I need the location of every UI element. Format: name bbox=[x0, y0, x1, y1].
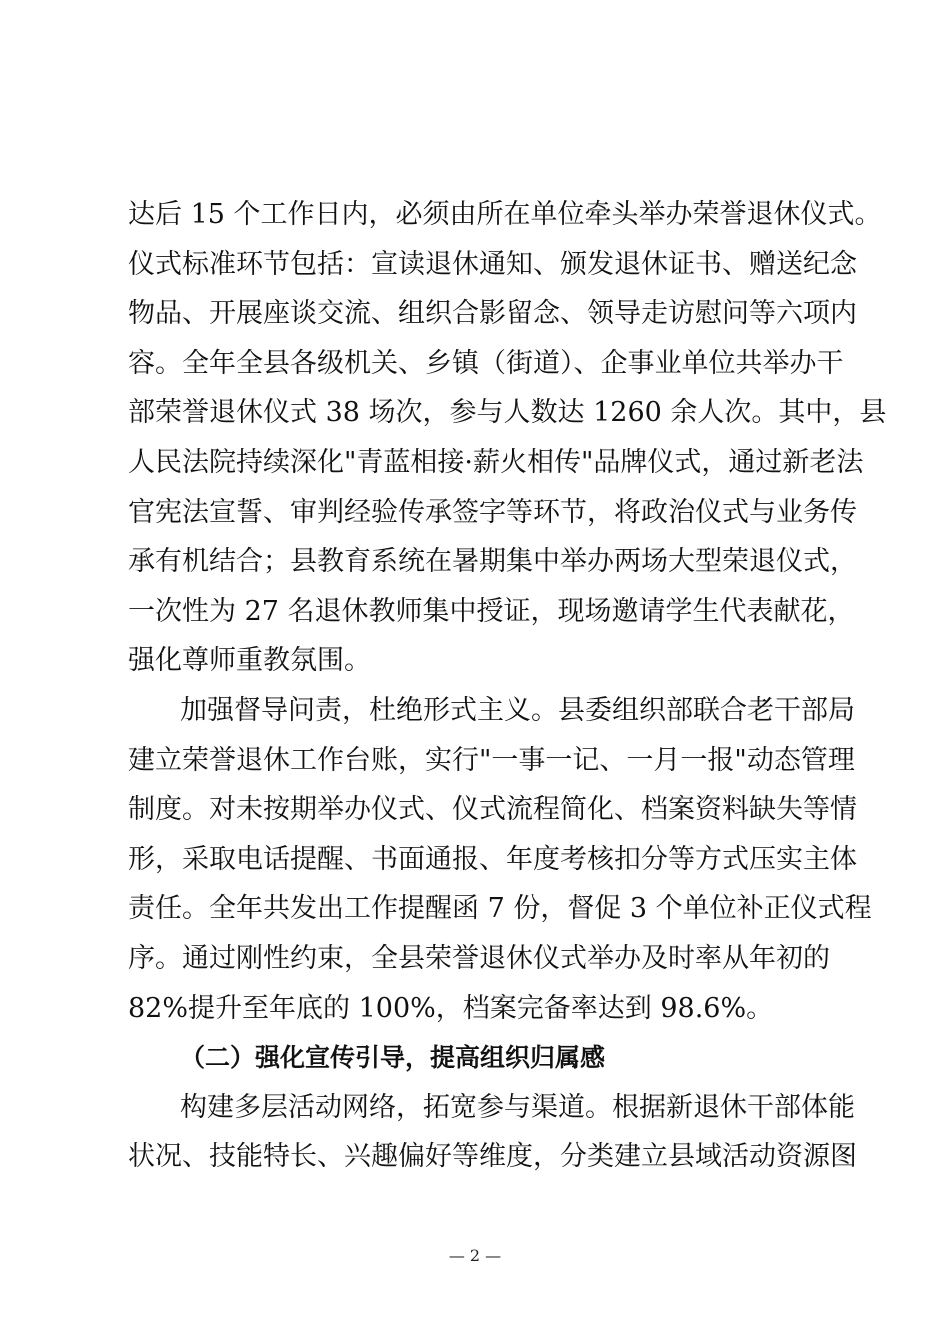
paragraph-line: 官宪法宣誓、审判经验传承签字等环节，将政治仪式与业务传 bbox=[128, 496, 857, 528]
paragraph-line: 制度。对未按期举办仪式、仪式流程简化、档案资料缺失等情 bbox=[128, 794, 857, 826]
paragraph-line: 达后 15 个工作日内，必须由所在单位牵头举办荣誉退休仪式。 bbox=[128, 199, 882, 230]
paragraph-line: 责任。全年共发出工作提醒函 7 份，督促 3 个单位补正仪式程 bbox=[128, 893, 872, 925]
body-text bbox=[128, 190, 887, 1182]
paragraph-line: 构建多层活动网络，拓宽参与渠道。根据新退休干部体能 bbox=[180, 1091, 855, 1123]
paragraph-line: 容。全年全县各级机关、乡镇（街道）、企事业单位共举办干 bbox=[128, 347, 844, 379]
paragraph-line: 状况、技能特长、兴趣偏好等维度，分类建立县域活动资源图 bbox=[128, 1141, 857, 1173]
paragraph-line: 强化尊师重教氛围。 bbox=[128, 645, 371, 677]
paragraph-line: 建立荣誉退休工作台账，实行"一事一记、一月一报"动态管理 bbox=[128, 744, 855, 776]
paragraph-line: 仪式标准环节包括：宣读退休通知、颁发退休证书、赠送纪念 bbox=[128, 248, 857, 280]
paragraph-line: 一次性为 27 名退休教师集中授证，现场邀请学生代表献花， bbox=[128, 595, 855, 627]
paragraph-line: 序。通过刚性约束，全县荣誉退休仪式举办及时率从年初的 bbox=[128, 942, 830, 974]
paragraph-line: 82%提升至年底的 100%，档案完备率达到 98.6%。 bbox=[128, 992, 774, 1024]
section-heading: （二）强化宣传引导，提高组织归属感 bbox=[180, 1043, 606, 1073]
paragraph-line: 承有机结合；县教育系统在暑期集中举办两场大型荣退仪式， bbox=[128, 546, 857, 578]
paragraph-line: 物品、开展座谈交流、组织合影留念、领导走访慰问等六项内 bbox=[128, 298, 857, 330]
page-number: — 2 — bbox=[448, 1246, 502, 1265]
paragraph-line: 部荣誉退休仪式 38 场次，参与人数达 1260 余人次。其中，县 bbox=[128, 397, 887, 429]
paragraph-line: 人民法院持续深化"青蓝相接·薪火相传"品牌仪式，通过新老法 bbox=[128, 446, 864, 478]
paragraph-line: 形，采取电话提醒、书面通报、年度考核扣分等方式压实主体 bbox=[128, 843, 857, 875]
paragraph-line: 加强督导问责，杜绝形式主义。县委组织部联合老干部局 bbox=[180, 694, 855, 726]
